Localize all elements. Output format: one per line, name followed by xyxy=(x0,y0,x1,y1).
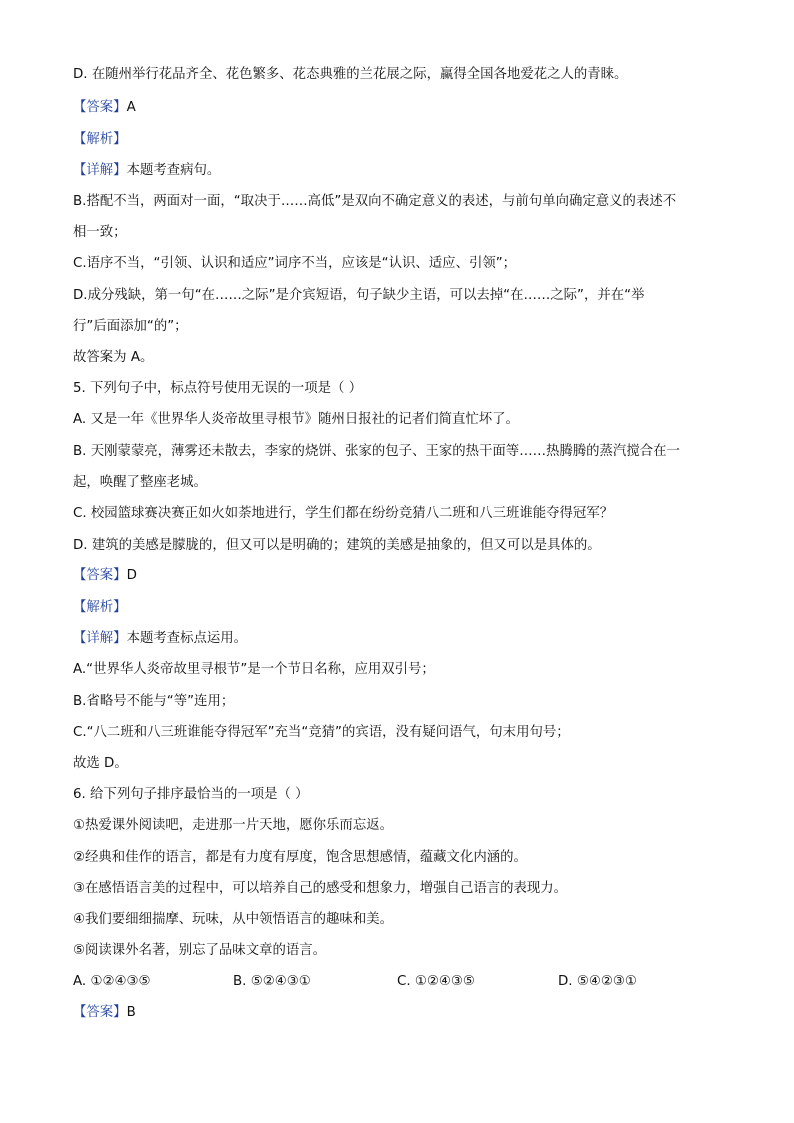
q4-answer xyxy=(73,99,723,117)
q4-explain-c: C.语序不当，“引领、认识和适应”词序不当，应该是“认识、适应、引领”； xyxy=(73,256,517,271)
answer-value: B xyxy=(126,1005,136,1020)
q6-option-a: A. ①②④③⑤ xyxy=(73,974,151,989)
q4-detail xyxy=(73,162,723,180)
q4-analysis-tag: 【解析】 xyxy=(73,132,127,147)
q5-option-d: D. 建筑的美感是朦胧的，但又可以是明确的；建筑的美感是抽象的，但又可以是具体的。 xyxy=(73,538,601,553)
detail-text: 本题考查病句。 xyxy=(126,163,221,178)
q5-explain-b: B.省略号不能与“等”连用； xyxy=(73,694,235,709)
q4-explain-d-line2: 行”后面添加“的”； xyxy=(73,319,188,334)
answer-value: D xyxy=(126,568,137,583)
q5-detail xyxy=(73,630,723,648)
q6-sentence-5: ⑤阅读课外名著，别忘了品味文章的语言。 xyxy=(73,943,327,958)
answer-tag: 【答案】 xyxy=(73,1005,127,1020)
q6-answer xyxy=(73,1004,723,1022)
q6-sentence-3: ③在感悟语言美的过程中，可以培养自己的感受和想象力，增强自己语言的表现力。 xyxy=(73,881,568,896)
q5-analysis-tag: 【解析】 xyxy=(73,600,127,615)
q5-conclusion: 故选 D。 xyxy=(73,756,128,771)
q4-explain-b-line2: 相一致； xyxy=(73,225,127,240)
q6-sentence-2: ②经典和佳作的语言，都是有力度有厚度，饱含思想感情，蕴藏文化内涵的。 xyxy=(73,850,527,865)
q6-stem: 6. 给下列句子排序最恰当的一项是（ ） xyxy=(73,787,309,802)
q6-options xyxy=(73,973,723,991)
q4-explain-b-line1: B.搭配不当，两面对一面，“取决于……高低”是双向不确定意义的表述，与前句单向确定意义的表述不 xyxy=(73,194,677,209)
q6-option-b: B. ⑤②④③① xyxy=(233,974,311,989)
q6-option-c: C. ①②④③⑤ xyxy=(397,974,475,989)
answer-value: A xyxy=(126,100,136,115)
q5-option-b-line2: 起，唤醒了整座老城。 xyxy=(73,475,207,490)
detail-tag: 【详解】 xyxy=(73,631,127,646)
q4-conclusion: 故答案为 A。 xyxy=(73,350,154,365)
q5-explain-a: A.“世界华人炎帝故里寻根节”是一个节日名称，应用双引号； xyxy=(73,662,435,677)
detail-text: 本题考查标点运用。 xyxy=(126,631,248,646)
q5-explain-c: C.“八二班和八三班谁能夺得冠军”充当“竞猜”的宾语，没有疑问语气，句末用句号； xyxy=(73,725,570,740)
answer-tag: 【答案】 xyxy=(73,100,127,115)
q6-option-d: D. ⑤④②③① xyxy=(558,974,637,989)
q6-sentence-4: ④我们要细细揣摩、玩味，从中领悟语言的趣味和美。 xyxy=(73,912,393,927)
q5-option-c: C. 校园篮球赛决赛正如火如荼地进行，学生们都在纷纷竞猜八二班和八三班谁能夺得冠军？ xyxy=(73,506,614,521)
q5-answer xyxy=(73,567,723,585)
q4-option-d: D. 在随州举行花品齐全、花色繁多、花态典雅的兰花展之际，赢得全国各地爱花之人的青睐。 xyxy=(73,67,628,82)
q5-option-b-line1: B. 天刚蒙蒙亮，薄雾还未散去，李家的烧饼、张家的包子、王家的热干面等……热腾腾的蒸汽搅合在一 xyxy=(73,444,680,459)
answer-tag: 【答案】 xyxy=(73,568,127,583)
q6-sentence-1: ①热爱课外阅读吧，走进那一片天地，愿你乐而忘返。 xyxy=(73,818,393,833)
detail-tag: 【详解】 xyxy=(73,163,127,178)
q5-stem: 5. 下列句子中，标点符号使用无误的一项是（ ） xyxy=(73,381,363,396)
q4-explain-d-line1: D.成分残缺，第一句“在……之际”是介宾短语，句子缺少主语，可以去掉“在……之际”，并在“举 xyxy=(73,288,645,303)
q5-option-a: A. 又是一年《世界华人炎帝故里寻根节》随州日报社的记者们简直忙坏了。 xyxy=(73,412,519,427)
